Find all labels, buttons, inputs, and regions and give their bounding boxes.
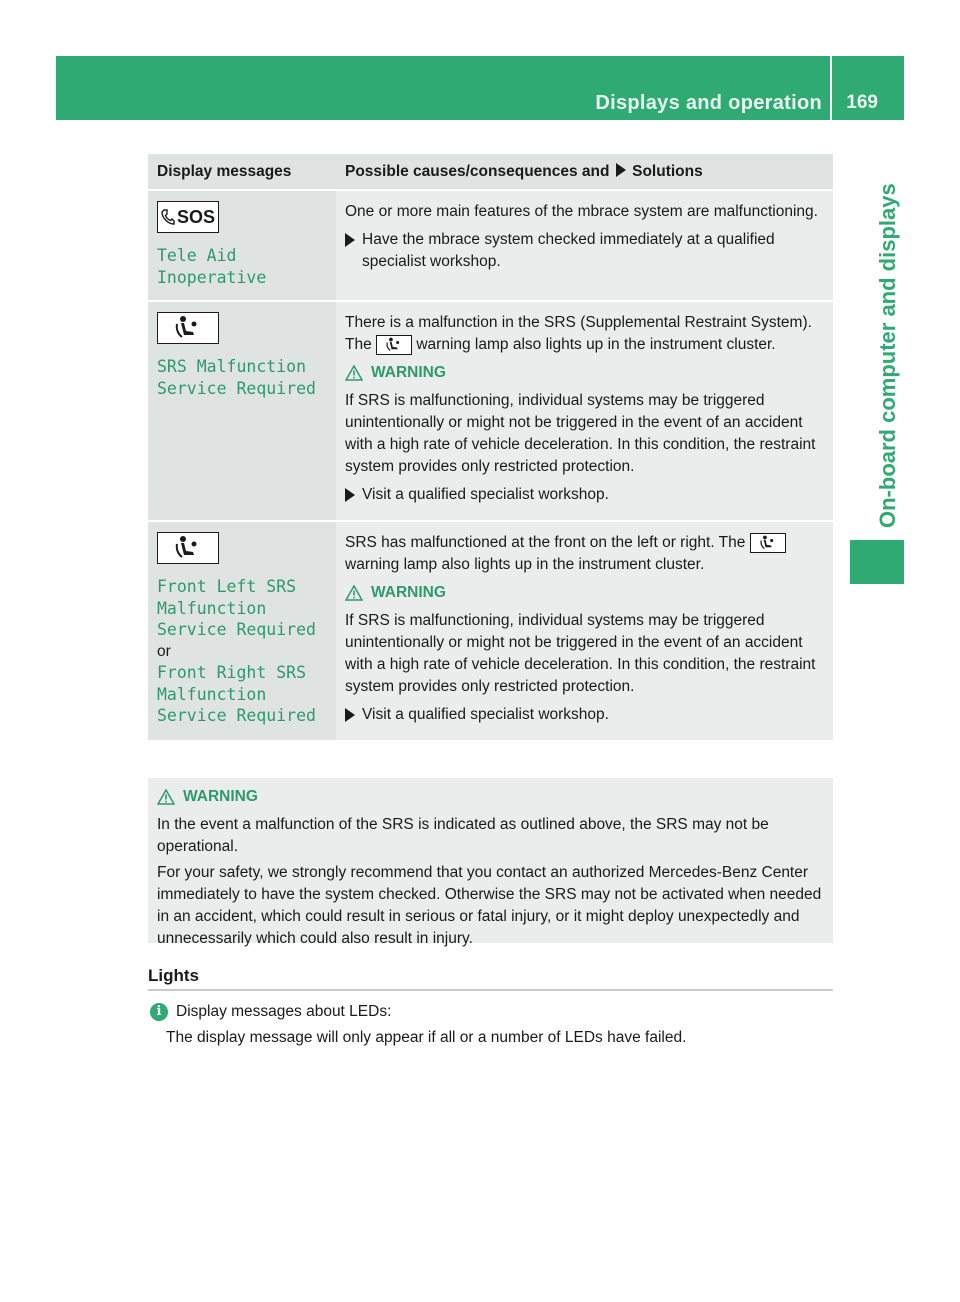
message-cell (148, 301, 336, 521)
section-title: Displays and operation (595, 92, 822, 114)
message-cell (148, 521, 336, 740)
cause-text-pre: There is a malfunction in the SRS (Supplemental Restraint System). The (345, 314, 812, 353)
arrow-right-icon (345, 233, 355, 247)
solution-cell (336, 521, 833, 740)
col-header-causes (336, 154, 833, 190)
arrow-right-icon (345, 488, 355, 502)
action-text: Visit a qualified specialist workshop. (362, 486, 609, 503)
page-number: 169 (846, 92, 878, 113)
action-item (345, 229, 824, 273)
info-row (150, 1001, 830, 1023)
cause-text (345, 312, 824, 356)
solution-cell (336, 190, 833, 301)
message-line: Inoperative (157, 267, 267, 287)
action-text: Have the mbrace system checked immediately at a qualified specialist workshop. (362, 231, 775, 270)
warning-paragraph: In the event a malfunction of the SRS is indicated as outlined above, the SRS may not be operational. (157, 816, 769, 855)
section-divider (148, 989, 833, 991)
sos-icon (157, 201, 219, 233)
table-row (148, 301, 833, 521)
cause-text-post: warning lamp also lights up in the instrument cluster. (416, 336, 776, 353)
sos-icon-label: SOS (176, 207, 215, 227)
message-line: Service Required (157, 620, 316, 639)
action-item (345, 704, 824, 726)
airbag-icon (157, 532, 219, 564)
cause-text-pre: SRS has malfunctioned at the front on the left or right. The (345, 534, 746, 551)
or-label: or (157, 642, 171, 660)
warning-triangle-icon (157, 789, 175, 805)
airbag-icon (157, 312, 219, 344)
header-bar (56, 56, 904, 120)
warning-heading (345, 582, 824, 604)
chapter-tab-marker (850, 540, 904, 584)
info-note (150, 1001, 830, 1049)
table-header-row (148, 154, 833, 190)
arrow-right-icon (616, 163, 626, 177)
warning-label: WARNING (183, 788, 258, 805)
action-item (345, 484, 824, 506)
display-messages-table (148, 154, 833, 740)
col-header-solutions-text: Solutions (632, 162, 703, 180)
info-icon: i (150, 1003, 168, 1021)
warning-triangle-icon (345, 585, 363, 601)
warning-heading (157, 786, 824, 808)
header-divider (830, 56, 832, 120)
warning-label: WARNING (371, 584, 446, 601)
action-text: Visit a qualified specialist workshop. (362, 706, 609, 723)
col-header-causes-text: Possible causes/consequences and (345, 162, 610, 180)
warning-paragraph: For your safety, we strongly recommend that you contact an authorized Mercedes-Benz Center immediately to have the system checked. Otherwise the SRS may not be activated when needed in an accident, which could result in serious or fatal injury, or it might deploy unexpectedly and unnecessarily which could also result in injury. (157, 864, 822, 947)
warning-label: WARNING (371, 364, 446, 381)
message-line: Front Right SRS (157, 663, 307, 682)
col-header-display-messages: Display messages (148, 154, 336, 190)
info-text: The display message will only appear if all or a number of LEDs have failed. (166, 1029, 687, 1046)
arrow-right-icon (345, 708, 355, 722)
message-line: Malfunction (157, 684, 267, 704)
message-line: SRS Malfunction (157, 357, 307, 376)
message-cell (148, 190, 336, 301)
airbag-icon (750, 533, 786, 553)
chapter-tab-label: On-board computer and displays (875, 183, 900, 528)
message-line: Service Required (157, 378, 316, 398)
airbag-icon (376, 335, 412, 355)
message-line: Malfunction (157, 598, 267, 618)
section-heading-lights: Lights (148, 966, 199, 985)
table-row (148, 521, 833, 740)
warning-heading (345, 362, 824, 384)
message-line: Tele Aid (157, 246, 237, 265)
warning-triangle-icon (345, 365, 363, 381)
cause-text (345, 532, 824, 576)
table-row (148, 190, 833, 301)
solution-cell (336, 301, 833, 521)
warning-text: If SRS is malfunctioning, individual systems may be triggered unintentionally or might not be triggered in the event of an accident with a high rate of vehicle deceleration. In this condition, the restraint system provides only restricted protection. (345, 392, 816, 475)
message-line: Service Required (157, 706, 316, 725)
info-title: Display messages about LEDs: (176, 1003, 392, 1020)
cause-text-post: warning lamp also lights up in the instrument cluster. (345, 556, 705, 573)
warning-box (148, 778, 833, 947)
warning-text: If SRS is malfunctioning, individual systems may be triggered unintentionally or might not be triggered in the event of an accident with a high rate of vehicle deceleration. In this condition, the restraint system provides only restricted protection. (345, 612, 816, 695)
message-line: Front Left SRS (157, 577, 297, 596)
cause-text: One or more main features of the mbrace system are malfunctioning. (345, 203, 818, 220)
